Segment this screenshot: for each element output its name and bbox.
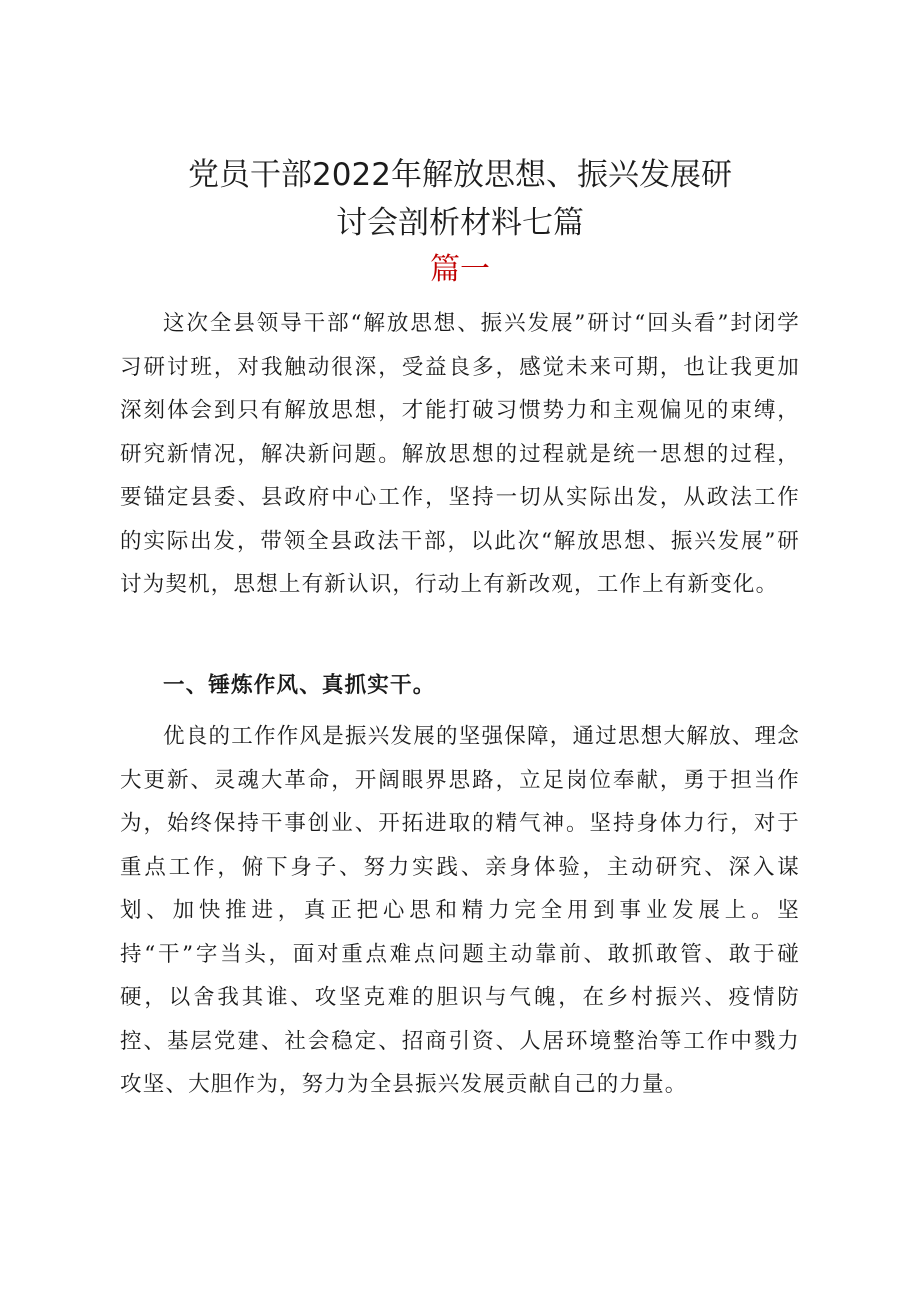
section-heading-1: 一、锤炼作风、真抓实干。	[163, 673, 436, 698]
body-paragraph-2: 优良的工作作风是振兴发展的坚强保障，通过思想大解放、理念大更新、灵魂大革命，开阔眼界思路，立足岗位奉献，勇于担当作为，始终保持干事创业、开拓进取的精气神。坚持身体力行，对于重点工作，俯下身子、努力实践、亲身体验，主动研究、深入谋划、加快推进，真正把心思和精力完全用到事业发展上。坚持“干”字当头，面对重点难点问题主动靠前、敢抓敢管、敢于碰硬，以舍我其谁、攻坚克难的胆识与气魄，在乡村振兴、疫情防控、基层党建、社会稳定、招商引资、人居环境整治等工作中戮力攻坚、大胆作为，努力为全县振兴发展贡献自己的力量。	[120, 724, 800, 1097]
body-paragraph-1: 这次全县领导干部“解放思想、振兴发展”研讨“回头看”封闭学习研讨班，对我触动很深，受益良多，感觉未来可期，也让我更加深刻体会到只有解放思想，才能打破习惯势力和主观偏见的束缚，研究新情况，解决新问题。解放思想的过程就是统一思想的过程，要锚定县委、县政府中心工作，坚持一切从实际出发，从政法工作的实际出发，带领全县政法干部，以此次“解放思想、振兴发展”研讨为契机，思想上有新认识，行动上有新改观，工作上有新变化。	[120, 311, 800, 597]
document-title-line-2: 讨会剖析材料七篇	[336, 205, 584, 241]
section-label: 篇一	[430, 252, 490, 287]
document-title-line-1: 党员干部2022年解放思想、振兴发展研	[188, 157, 732, 193]
